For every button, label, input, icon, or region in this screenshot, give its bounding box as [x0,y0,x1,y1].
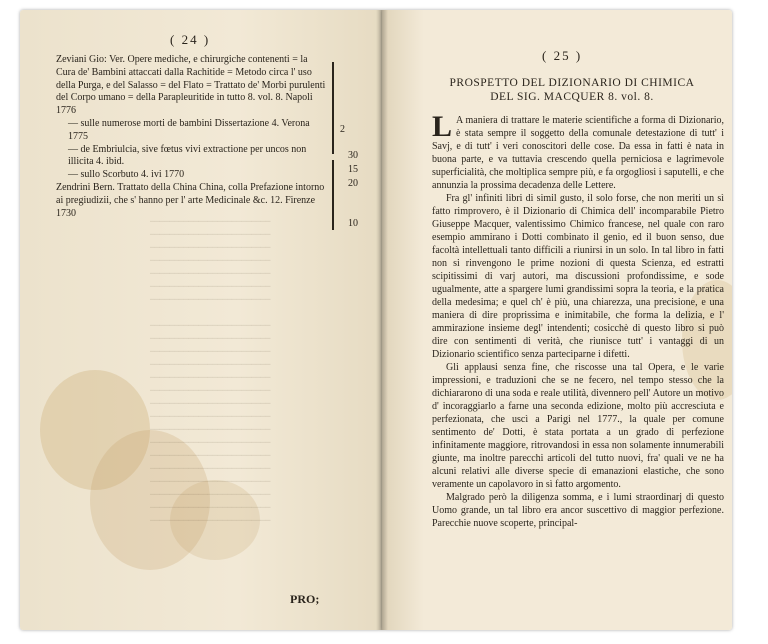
entry: Zendrini Bern. Trattato della China China, colla Prefazione intorno ai pregiudizii, che s' hanno per l' arte Medicinale &c. 12. Firenze 1730 [56,181,325,219]
paragraph: Fra gl' infiniti libri di simil gusto, il solo forse, che non meriti un sì fatto rimprovero, è il Dizionario di Chimica dell' incomparabile Pietro Giuseppe Macquer, valentissimo Chimico francese, nel quale con raro esempio ammirano i Dotti combinato il genio, ed il buon senso, due facoltà intellettuali tanto difficili a riunirsi in un solo. In tal libro in fatti non si rinvengono le prime nozioni di questa Scienza, ed estratti scipitissimi di varj autori, ma discussioni profondissime, e sode ugualmente, atte a spargere lumi grandissimi sopra la teoria, e la pratica della medesima; e quel ch' è più, una chiarezza, una precisione, e una maniera di dire proprissima e inimitabile, che forma la delizia, e l' ammirazione insieme degl' intendenti; cosicchè di questo libro si può dire con sentimenti di verità, che riunisce tutt' i vantaggi di un Dizionario scientifico senza parteciparne i difetti. [432,193,724,360]
price: 20 [348,178,358,189]
entry: Zeviani Gio: Ver. Opere mediche, e chirurgiche contenenti = la Cura de' Bambini attaccati dalla Rachitide = Metodo circa l' uso della Purga, e del Salasso = del Flato = Trattato de' Morbi purulenti del Corpo umano = della Parapleuritide in tutto 8. vol. 8. Napoli 1776 [56,54,326,117]
paragraph: Malgrado però la diligenza somma, e i lumi straordinarj di questo Uomo grande, un tal libro era ancor suscettivo di maggior perfezione. Parecchie nuove scoperte, principal- [432,492,724,529]
price: 2 [340,124,345,135]
price: 10 [348,218,358,229]
section-title [422,76,722,104]
entry: — de Embriulcia, sive fœtus vivi extractione per uncos non illicita 4. ibid. [68,143,307,168]
margin-rule [332,62,334,154]
right-page [382,10,732,630]
article-body [432,110,724,530]
margin-rule [332,160,334,230]
show-through-text: ───────────────────────── ───────────────────────── ───────────────────────── ───────────────────────── ───────────────────────── ───────────────────────── ───────────────────────── ───────────────────────── ───────────────────────── ───────────────────────── ───────────────────────── ───────────────────────── ───────────────────────── ───────────────────────── ───────────────────────── ───────────────────────── ───────────────────────── ───────────────────────── ───────────────────────── ───────────────────────── ───────────────────────── ───────────────────────── ───────────────────────── [150,217,271,525]
book-gutter [376,10,388,630]
page-number: ( 24 ) [170,32,211,47]
title-line: PROSPETTO DEL DIZIONARIO DI CHIMICA [449,77,695,89]
price: 15 [348,164,358,175]
entry: — sullo Scorbuto 4. ivi 1770 [68,169,185,181]
price: 30 [348,150,358,161]
bibliography-entries [56,54,326,220]
paragraph [432,110,724,192]
page-number: ( 25 ) [542,48,583,63]
title-line: DEL SIG. MACQUER 8. vol. 8. [490,91,654,103]
catchword: PRO; [290,592,320,606]
left-page [20,10,382,630]
paragraph-text: A maniera di trattare le materie scientifiche a forma di Dizionario, è stata sempre il soggetto della comunale detestazione di tutt' i Savj, e di tutt' i veri conoscitori delle cose. Da essa in fatti è nata in buona parte, e va tuttavia crescendo quella perniciosa e lagrimevole superficialità, che moltiplica sempre più, e fa orgogliosi i saputelli, e che annunzia la prossima decadenza delle Lettere. [432,115,724,191]
entry: — sulle numerose morti de bambini Dissertazione 4. Verona 1775 [68,117,310,142]
open-book [20,10,732,632]
drop-cap: L [432,110,453,143]
paragraph: Gli applausi senza fine, che riscosse una tal Opera, e le varie impressioni, e traduzioni che se ne fecero, nel tempo stesso che la dichiararono di una soda e reale utilità, divennero pell' Autore un motivo d' incoraggiarlo a farne una seconda edizione, molto più accresciuta e perfezionata, che uscì a Parigi nel 1777., la quale per comune sentimento de' Dotti, è stata portata a un grado di perfezione infinitamente maggiore, ritrovandosi in essa non solamente innumerabili giunte, ma inoltre parecchi articoli del tutto nuovi, fra' quali ve ne ha alcuni relativi alle diverse specie di emanazioni elastiche, che sono veramente un capolavoro in sì fatto argomento. [432,362,724,490]
